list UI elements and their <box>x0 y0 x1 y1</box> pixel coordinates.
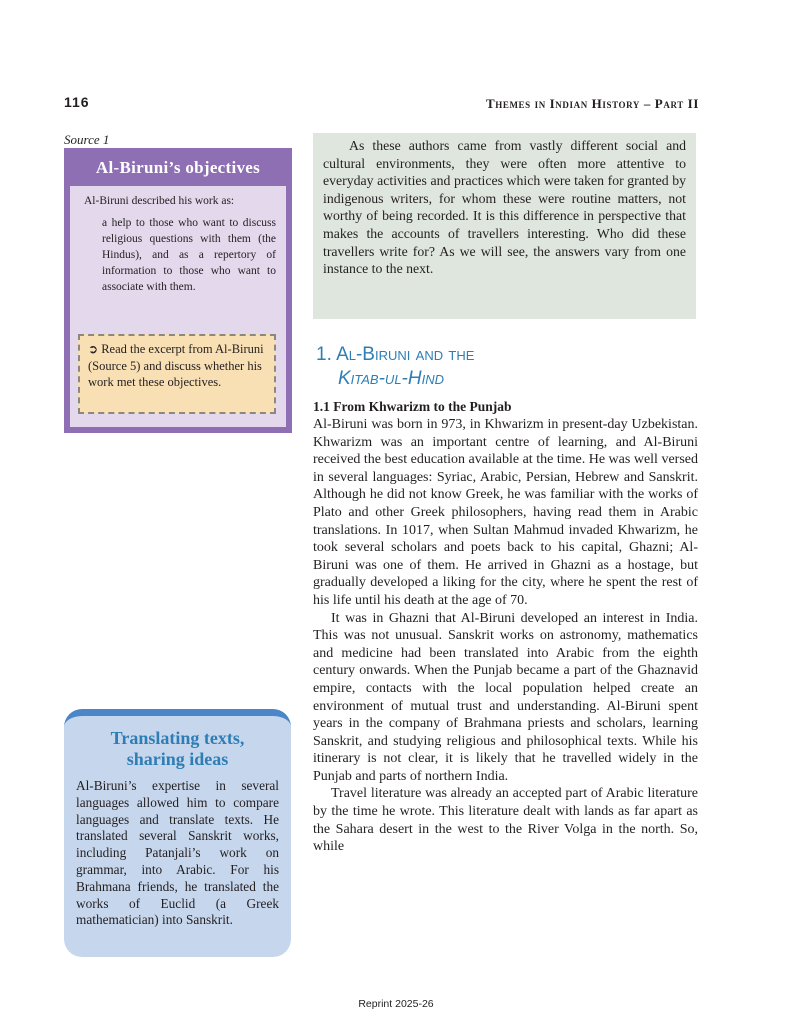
intro-box-text: As these authors came from vastly different social and cultural environments, they were often more attentive to everyday activities and practices which were taken for granted by indigenous writers, for whom these were routine matters, not worthy of being recorded. It is this difference in perspective that makes the accounts of travellers interesting. Who did these travellers write for? As we will see, the answers vary from one instance to the next. <box>323 138 686 277</box>
sidebar-title <box>76 728 279 770</box>
sidebar-box <box>64 709 291 957</box>
task-text: Read the excerpt from Al-Biruni (Source 5) and discuss whether his work met these objectives. <box>88 342 264 389</box>
section-heading-line2: Kitab-ul-Hind <box>338 368 444 389</box>
source-label: Source 1 <box>64 132 110 147</box>
arrow-icon: ➲ <box>88 342 99 356</box>
source-box-title: Al-Biruni’s objectives <box>95 158 261 177</box>
subheading: 1.1 From Khwarizm to the Punjab <box>313 399 512 414</box>
paragraph: Travel literature was already an accepted part of Arabic literature by the time he wrote. This literature dealt with lands as far apart as the Sahara desert in the west to the River Volga in the north. So, while <box>313 786 698 855</box>
source-box <box>64 148 292 433</box>
page-number: 116 <box>64 94 90 110</box>
body-text <box>313 416 698 856</box>
task-box <box>78 334 276 414</box>
sidebar-title-line2: sharing ideas <box>126 749 229 769</box>
paragraph: It was in Ghazni that Al-Biruni developed an interest in India. This was not unusual. Sanskrit works on astronomy, mathematics and medicine had been translated into Arabic from the eighth century onwards. When the Punjab became a part of the Ghaznavid empire, contacts with the local population helped create an environment of mutual trust and understanding. Al-Biruni spent years in the company of Brahmana priests and scholars, learning Sanskrit, and studying religious and philosophical texts. While his itinerary is not clear, it is likely that he travelled widely in the Punjab and parts of northern India. <box>313 610 698 784</box>
sidebar-title-line1: Translating texts, <box>110 728 245 748</box>
section-heading-line1: 1. Al-Biruni and the <box>316 344 475 365</box>
paragraph: Al-Biruni was born in 973, in Khwarizm in present-day Uzbekistan. Khwarizm was an important centre of learning, and Al-Biruni received the best education available at the time. He was well versed in several languages: Syriac, Arabic, Persian, Hebrew and Sanskrit. Although he did not know Greek, he was familiar with the works of Plato and other Greek philosophers, having read them in Arabic translations. In 1017, when Sultan Mahmud invaded Khwarizm, he took several scholars and poets back to his capital, Ghazni; Al-Biruni was one of them. He arrived in Ghazni as a hostage, but gradually developed a liking for the city, where he spent the rest of his life until his death at the age of 70. <box>313 417 698 608</box>
section-heading <box>316 343 474 391</box>
source-box-body <box>70 186 286 427</box>
running-title: Themes in Indian History – Part II <box>485 96 699 111</box>
source-intro: Al-Biruni described his work as: <box>84 195 235 207</box>
footer: Reprint 2025-26 <box>358 998 434 1010</box>
source-quote: a help to those who want to discuss religious questions with them (the Hindus), and as a repertory of information to those who want to associate with them. <box>102 217 276 293</box>
intro-box <box>313 133 696 319</box>
sidebar-text: Al-Biruni’s expertise in several languages allowed him to compare languages and translate texts. He translated several Sanskrit works, including Patanjali’s work on grammar, into Arabic. For his Brahmana friends, he translated the works of Euclid (a Greek mathematician) into Sanskrit. <box>76 778 279 928</box>
